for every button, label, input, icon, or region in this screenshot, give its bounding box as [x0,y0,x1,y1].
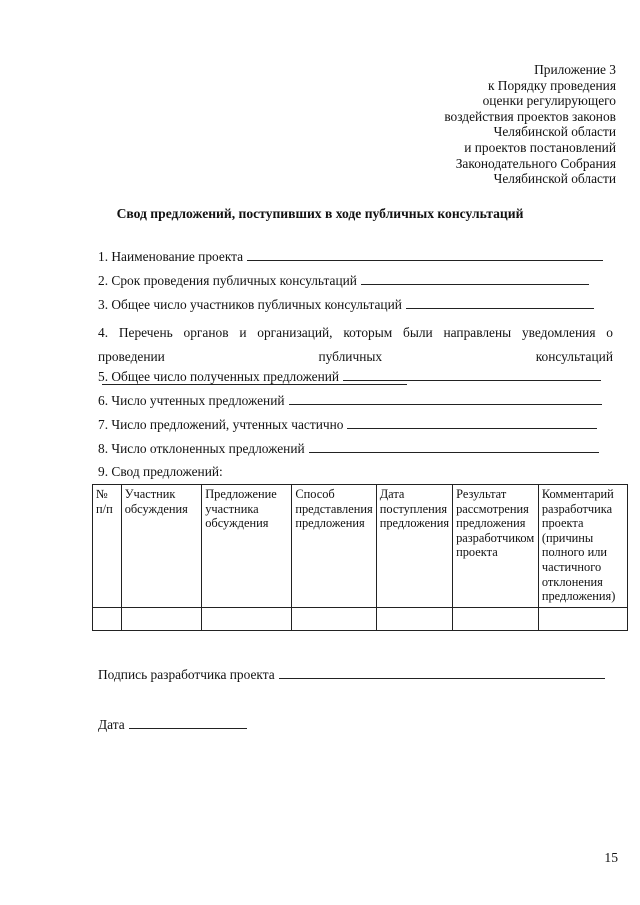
item-label: 1. Наименование проекта [98,249,244,264]
signature-line [98,666,605,683]
appendix-line: Законодательного Собрания [455,155,616,171]
date-line [98,716,247,733]
appendix-block [444,62,616,187]
header-cell: Способ представления предложения [292,485,376,608]
item-label: 3. Общее число участников публичных консультаций [98,297,402,312]
item-label: 9. Свод предложений: [98,464,223,479]
header-cell: Комментарий разработчика проекта (причины полного или частичного отклонения предложения) [538,485,627,608]
item-label: 7. Число предложений, учтенных частично [98,417,344,432]
header-cell: № п/п [93,485,122,608]
appendix-line: Челябинской области [493,124,616,140]
appendix-line: и проектов постановлений [464,139,616,155]
item-accepted-proposals [98,392,602,409]
item-label: 6. Число учтенных предложений [98,393,285,408]
fill-line[interactable] [343,368,601,381]
appendix-line: воздействия проектов законов [444,108,616,124]
proposals-table [92,484,628,631]
table-cell[interactable] [376,608,452,631]
item-consultation-period [98,272,589,289]
table-cell[interactable] [292,608,376,631]
item-label: 4. Перечень органов и организаций, которым были направлены уведомления о проведении публичных консультаций [98,325,613,364]
appendix-line: Челябинской области [493,171,616,187]
table-cell[interactable] [121,608,202,631]
fill-line[interactable] [406,296,594,309]
header-cell: Дата поступления предложения [376,485,452,608]
appendix-line: оценки регулирующего [482,93,616,109]
date-label: Дата [98,717,125,732]
item-rejected-proposals [98,440,599,457]
document-title: Свод предложений, поступивших в ходе публичных консультаций [116,206,524,221]
table-row [93,608,628,631]
appendix-line: Приложение 3 [534,62,616,77]
table-cell[interactable] [93,608,122,631]
item-project-name [98,248,603,265]
table-cell[interactable] [538,608,627,631]
header-cell: Результат рассмотрения предложения разработчиком проекта [453,485,539,608]
header-cell: Участник обсуждения [121,485,202,608]
appendix-line: к Порядку проведения [487,77,616,93]
item-label: 2. Срок проведения публичных консультаций [98,273,357,288]
item-received-proposals [98,368,601,385]
item-participants-count [98,296,594,313]
table-header-row [93,485,628,608]
fill-line[interactable] [347,416,597,429]
signature-label: Подпись разработчика проекта [98,667,275,682]
item-label: 8. Число отклоненных предложений [98,441,305,456]
item-label: 5. Общее число полученных предложений [98,369,340,384]
fill-line[interactable] [309,440,599,453]
signature-field[interactable] [279,666,605,679]
item-partially-accepted [98,416,597,433]
item-proposals-summary [98,464,223,480]
header-cell: Предложение участника обсуждения [202,485,292,608]
page-number: 15 [604,850,618,865]
table-cell[interactable] [453,608,539,631]
fill-line[interactable] [361,272,589,285]
fill-line[interactable] [289,392,602,405]
fill-line[interactable] [247,248,603,261]
table-cell[interactable] [202,608,292,631]
date-field[interactable] [129,716,247,729]
